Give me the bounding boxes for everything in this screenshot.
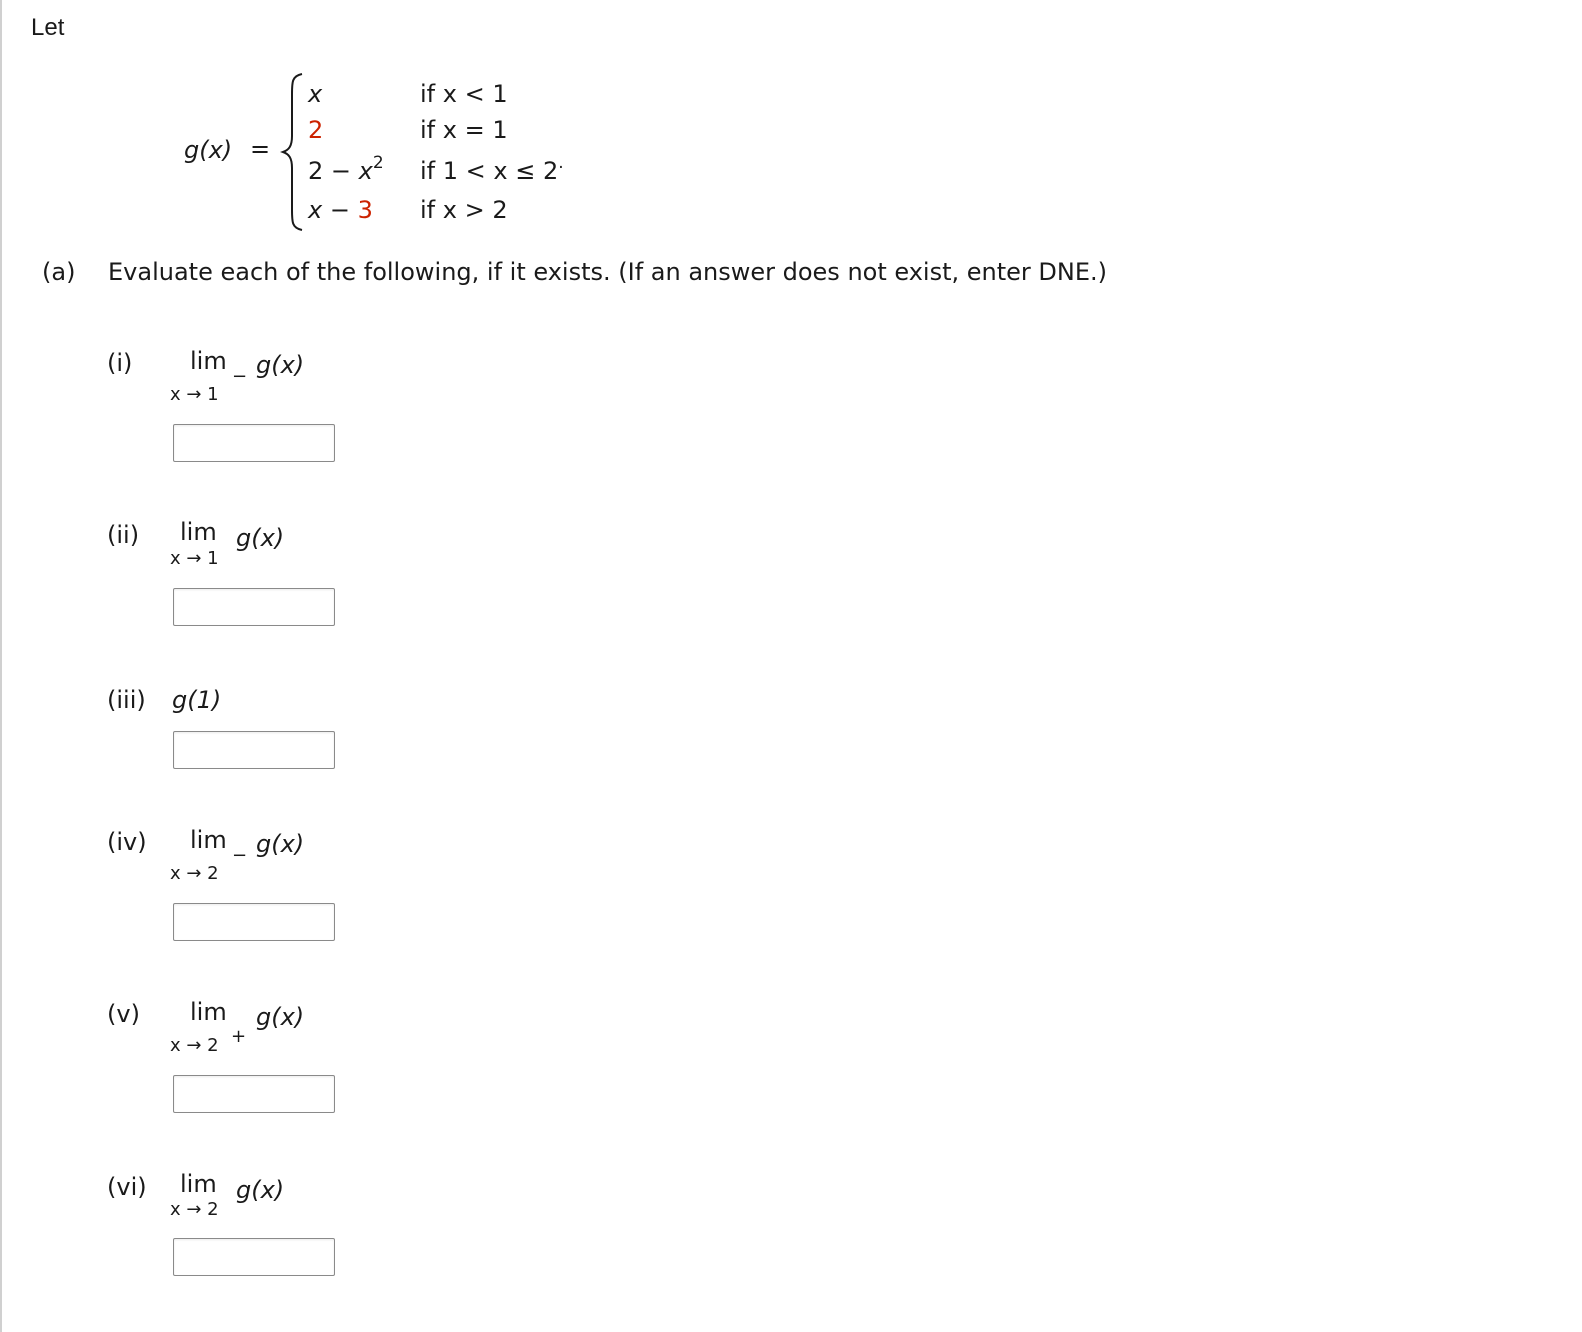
question-6-function: g(x) xyxy=(236,1176,285,1204)
case-4-expression: x − 3 xyxy=(308,196,373,224)
question-6-number: (vi) xyxy=(107,1173,147,1201)
question-4-subscript: x → 2 xyxy=(170,863,219,884)
question-5-function: g(x) xyxy=(256,1003,305,1031)
question-5-number: (v) xyxy=(107,1000,140,1028)
question-6-lim: lim xyxy=(180,1170,217,1198)
case-1-condition: if x < 1 xyxy=(420,80,508,108)
question-1-number: (i) xyxy=(107,349,133,377)
question-1-lim: lim xyxy=(190,347,227,375)
question-2-number: (ii) xyxy=(107,521,140,549)
definition-equals: = xyxy=(250,135,271,163)
question-2-function: g(x) xyxy=(236,524,285,552)
case-2-expression: 2 xyxy=(308,116,324,144)
answer-input-4[interactable] xyxy=(173,903,335,941)
question-6-subscript: x → 2 xyxy=(170,1199,219,1220)
case-3-expression: $2 - x^2$ xyxy=(308,153,384,185)
definition-lhs: g(x) xyxy=(184,136,233,164)
left-brace-icon xyxy=(280,72,308,232)
part-a-heading: (a) Evaluate each of the following, if it exists. (If an answer does not exist, enter DNE.) xyxy=(42,258,1107,286)
case-1-expression: x xyxy=(308,80,323,108)
question-3-expression: g(1) xyxy=(172,686,222,714)
question-4-superscript: − xyxy=(232,845,248,866)
question-4-function: g(x) xyxy=(256,830,305,858)
case-2-condition: if x = 1 xyxy=(420,116,508,144)
question-5-lim: lim xyxy=(190,998,227,1026)
question-4-number: (iv) xyxy=(107,828,147,856)
case-4-condition: if x > 2 xyxy=(420,196,508,224)
case-3-condition: if 1 < x ≤ 2. xyxy=(420,153,564,185)
question-3-number: (iii) xyxy=(107,686,146,714)
left-border xyxy=(0,0,2,1332)
question-2-subscript: x → 1 xyxy=(170,548,219,569)
question-5-superscript: + xyxy=(231,1026,247,1047)
intro-text: Let xyxy=(31,14,65,41)
question-1-subscript: x → 1 xyxy=(170,384,219,405)
answer-input-1[interactable] xyxy=(173,424,335,462)
question-5-subscript: x → 2 xyxy=(170,1035,219,1056)
question-4-lim: lim xyxy=(190,826,227,854)
answer-input-2[interactable] xyxy=(173,588,335,626)
answer-input-3[interactable] xyxy=(173,731,335,769)
question-1-superscript: − xyxy=(232,366,248,387)
answer-input-5[interactable] xyxy=(173,1075,335,1113)
question-1-function: g(x) xyxy=(256,351,305,379)
answer-input-6[interactable] xyxy=(173,1238,335,1276)
question-2-lim: lim xyxy=(180,518,217,546)
